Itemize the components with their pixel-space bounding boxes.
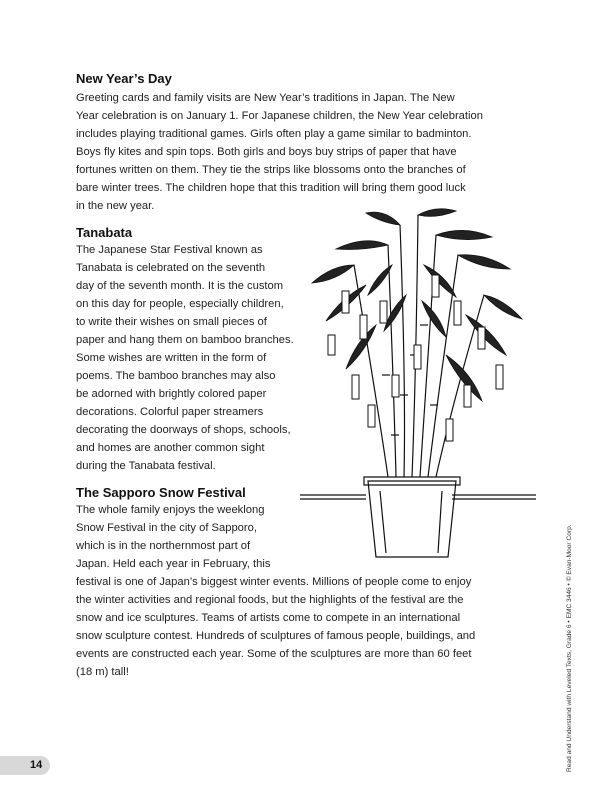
paragraph-line: (18 m) tall! (76, 666, 129, 678)
page-number-tab (0, 756, 50, 775)
paragraph-line: paper and hang them on bamboo branches. (76, 334, 294, 346)
section-heading-tanabata: Tanabata (76, 225, 133, 240)
paragraph-line: snow and ice sculptures. Teams of artists come to compete in an international (76, 612, 461, 624)
paragraph-line: snow sculpture contest. Hundreds of sculptures of famous people, buildings, and (76, 630, 476, 642)
paragraph-line: includes playing traditional games. Girls often play a game similar to badminton. (76, 128, 472, 140)
paragraph-line: events are constructed each year. Some of the sculptures are more than 60 feet (76, 648, 472, 660)
section-heading-new-years-day: New Year’s Day (76, 71, 172, 86)
paragraph-line: The Japanese Star Festival known as (76, 244, 263, 256)
paragraph-line: The whole family enjoys the weeklong (76, 504, 265, 516)
paragraph-line: in the new year. (76, 200, 155, 212)
page-number: 14 (30, 759, 43, 771)
paragraph-line: on this day for people, especially children, (76, 298, 284, 310)
paragraph-line: Year celebration is on January 1. For Japanese children, the New Year celebration (76, 110, 483, 122)
paragraph-line: Snow Festival in the city of Sapporo, (76, 522, 257, 534)
paragraph-line: Boys fly kites and spin tops. Both girls and boys buy strips of paper that have (76, 146, 457, 158)
paragraph-line: fortunes written on them. They tie the strips like blossoms onto the branches of (76, 164, 466, 176)
section-heading-sapporo: The Sapporo Snow Festival (76, 485, 246, 500)
paragraph-line: bare winter trees. The children hope that this tradition will bring them good luck (76, 182, 466, 194)
paragraph-line: and homes are another common sight (76, 442, 265, 454)
paragraph-line: which is in the northernmost part of (76, 540, 251, 552)
paragraph-line: festival is one of Japan’s biggest winter events. Millions of people come to enjoy (76, 576, 472, 588)
paragraph-line: be adorned with brightly colored paper (76, 388, 267, 400)
paragraph-line: poems. The bamboo branches may also (76, 370, 276, 382)
paragraph-line: Greeting cards and family visits are New Year’s traditions in Japan. The New (76, 92, 455, 104)
paragraph-line: during the Tanabata festival. (76, 460, 216, 472)
paragraph-line: Some wishes are written in the form of (76, 352, 267, 364)
bamboo-tanabata-illustration (296, 205, 536, 565)
paragraph-line: decorations. Colorful paper streamers (76, 406, 264, 418)
paragraph-line: Japan. Held each year in February, this (76, 558, 271, 570)
copyright-credit: Read and Understand with Leveled Texts, Grade 6 • EMC 3446 • © Evan-Moor Corp. (566, 524, 573, 772)
paragraph-line: Tanabata is celebrated on the seventh (76, 262, 266, 274)
paragraph-line: the winter activities and regional foods, but the highlights of the festival are the (76, 594, 464, 606)
paragraph-line: decorating the doorways of shops, schools, (76, 424, 291, 436)
paragraph-line: to write their wishes on small pieces of (76, 316, 267, 328)
paragraph-line: day of the seventh month. It is the custom (76, 280, 284, 292)
